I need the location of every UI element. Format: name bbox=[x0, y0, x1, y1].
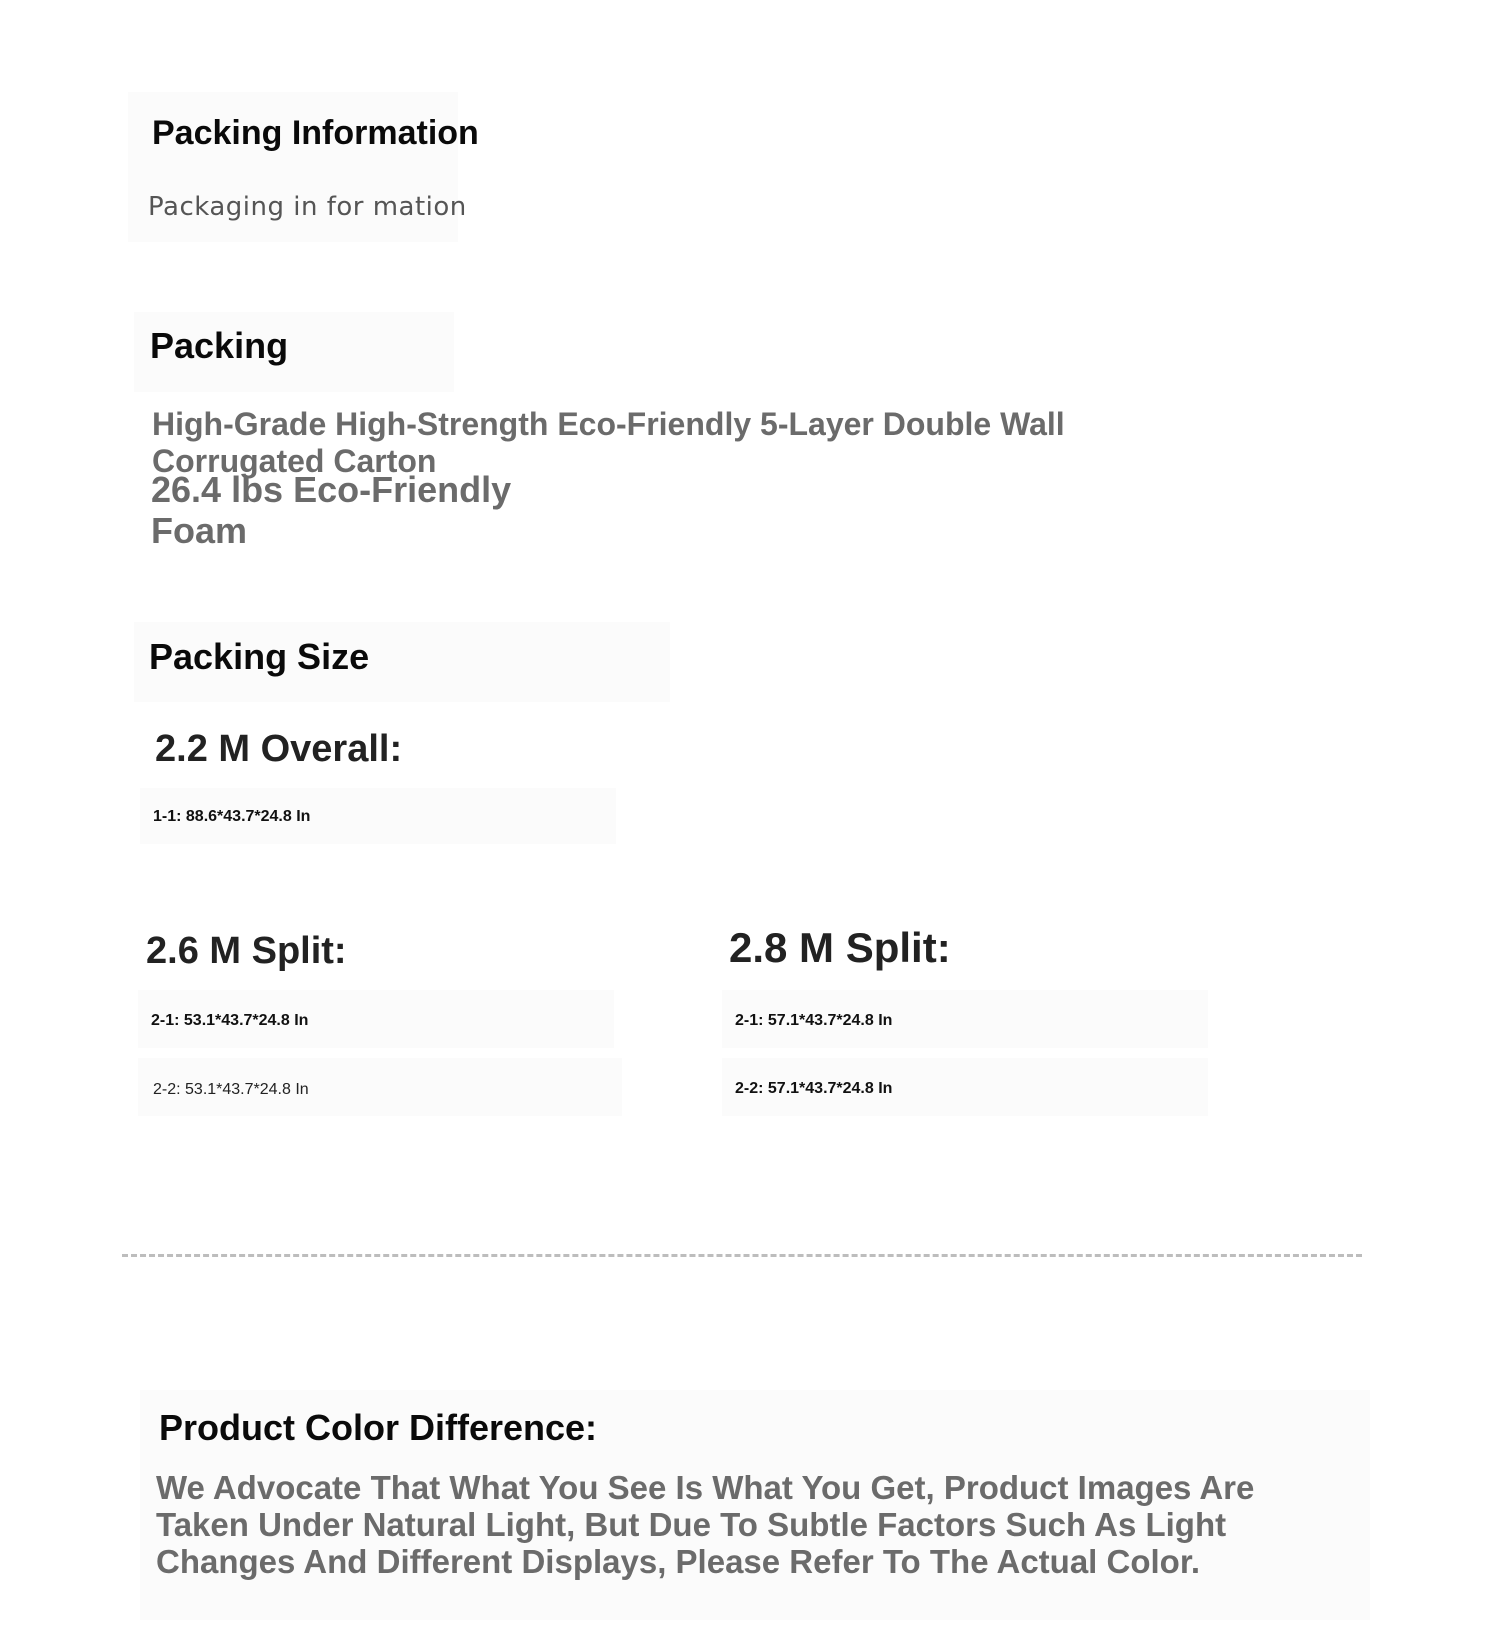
overall-dimension-1-1: 1-1: 88.6*43.7*24.8 In bbox=[153, 808, 311, 825]
split-26-heading: 2.6 M Split: bbox=[146, 930, 347, 972]
split-28-heading: 2.8 M Split: bbox=[729, 924, 951, 971]
color-difference-title: Product Color Difference: bbox=[159, 1407, 598, 1448]
packing-title: Packing bbox=[150, 325, 289, 366]
packing-foam-line2: Foam bbox=[151, 510, 248, 551]
split-28-dimension-2-2: 2-2: 57.1*43.7*24.8 In bbox=[735, 1080, 893, 1097]
color-difference-text: We Advocate That What You See Is What You Get, Product Images Are Taken Under Natural Light, But Due To Subtle Factors Such As Light Changes And Different Displays, Please Refer To The Actual Color. bbox=[156, 1469, 1255, 1580]
packing-size-title: Packing Size bbox=[149, 636, 370, 677]
packing-information-subtitle: Packaging in for mation bbox=[148, 192, 467, 222]
section-divider bbox=[122, 1254, 1362, 1257]
split-26-dimension-2-2: 2-2: 53.1*43.7*24.8 In bbox=[153, 1081, 309, 1098]
split-28-dimension-2-1: 2-1: 57.1*43.7*24.8 In bbox=[735, 1012, 893, 1029]
packing-information-title: Packing Information bbox=[152, 114, 479, 152]
split-26-dimension-2-1: 2-1: 53.1*43.7*24.8 In bbox=[151, 1012, 309, 1029]
packing-material-text: High-Grade High-Strength Eco-Friendly 5-Layer Double Wall Corrugated Carton bbox=[152, 406, 1065, 479]
overall-heading: 2.2 M Overall: bbox=[155, 728, 403, 770]
packing-foam-line1: 26.4 lbs Eco-Friendly bbox=[151, 469, 512, 510]
